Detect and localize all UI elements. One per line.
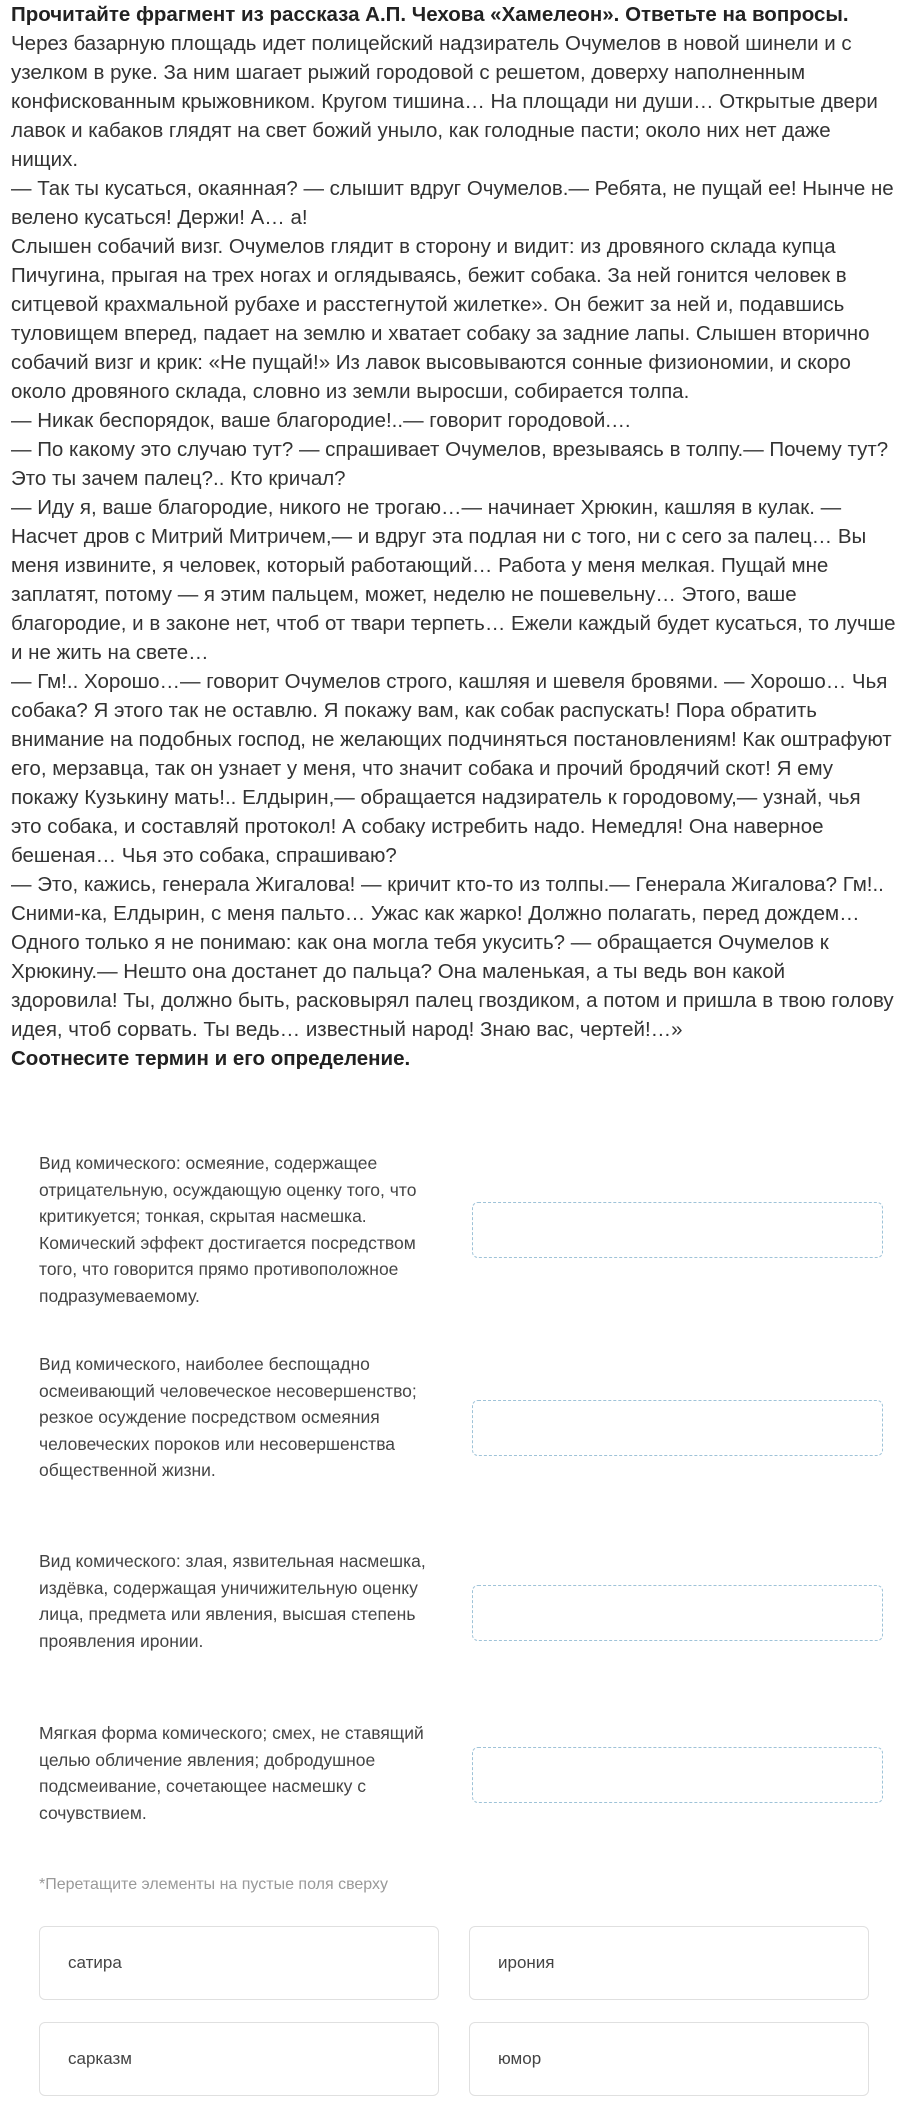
passage-paragraph: — Так ты кусаться, окаянная? — слышит вдруг Очумелов.— Ребята, не пущай ее! Нынче не велено кусаться! Держи! А… а! <box>11 177 894 229</box>
passage-paragraph: Через базарную площадь идет полицейский надзиратель Очумелов в новой шинели и с узелком в руке. За ним шагает рыжий городовой с решетом, доверху наполненным конфискованным крыжовником. Кругом тишина… На площади ни души… Открытые двери лавок и кабаков глядят на свет божий уныло, как голодные пасти; около них нет даже нищих. <box>11 32 878 171</box>
definition-text: Вид комического: злая, язвительная насмешка, издёвка, содержащая уничижительную оценку лица, предмета или явления, высшая степень проявления иронии. <box>39 1551 426 1651</box>
definition-text: Мягкая форма комического; смех, не ставящий целью обличение явления; добродушное подсмеивание, сочетающее насмешку с сочувствием. <box>39 1723 424 1823</box>
drag-hint: *Перетащите элементы на пустые поля сверху <box>39 1876 389 1893</box>
passage-paragraph: — По какому это случаю тут? — спрашивает Очумелов, врезываясь в толпу.— Почему тут? Это ты зачем палец?.. Кто кричал? <box>11 438 889 490</box>
passage-paragraph: — Гм!.. Хорошо…— говорит Очумелов строго, кашляя и шевеля бровями. — Хорошо… Чья собака? Я этого так не оставлю. Я покажу вам, как собак распускать! Пора обратить внимание на подобных господ, не желающих подчиняться постановлениям! Как оштрафуют его, мерзавца, так он узнает у меня, что значит собака и прочий бродячий скот! Я ему покажу Кузькину мать!.. Елдырин,— обращается надзиратель к городовому,— узнай, чья это собака, и составляй протокол! А собаку истребить надо. Немедля! Она наверное бешеная… Чья это собака, спрашиваю? <box>11 670 892 867</box>
option-humor[interactable]: юмор <box>469 2022 869 2096</box>
drop-zone[interactable] <box>472 1400 883 1456</box>
drop-zone[interactable] <box>472 1747 883 1803</box>
passage-paragraph: Слышен собачий визг. Очумелов глядит в сторону и видит: из дровяного склада купца Пичугина, прыгая на трех ногах и оглядываясь, бежит собака. За ней гонится человек в ситцевой крахмальной рубахе и расстегнутой жилетке». Он бежит за ней и, подавшись туловищем вперед, падает на землю и хватает собаку за задние лапы. Слышен вторично собачий визг и крик: «Не пущай!» Из лавок высовываются сонные физиономии, и скоро около дровяного склада, словно из земли выросши, собирается толпа. <box>11 235 870 403</box>
drop-zone[interactable] <box>472 1202 883 1258</box>
passage-paragraph: — Это, кажись, генерала Жигалова! — кричит кто-то из толпы.— Генерала Жигалова? Гм!.. Сними-ка, Елдырин, с меня пальто… Ужас как жарко! Должно полагать, перед дождем… Одного только я не понимаю: как она могла тебя укусить? — обращается Очумелов к Хрюкину.— Нешто она достанет до пальца? Она маленькая, а ты ведь вон какой здоровила! Ты, должно быть, расковырял палец гвоздиком, а потом и пришла в твою голову идея, чтоб сорвать. Ты ведь… известный народ! Знаю вас, чертей!…» <box>11 873 894 1041</box>
task-question: Соотнесите термин и его определение. <box>11 1047 411 1070</box>
option-satire[interactable]: сатира <box>39 1926 439 2000</box>
passage-paragraph: — Никак беспорядок, ваше благородие!..— говорит городовой.… <box>11 409 632 432</box>
task-intro: Прочитайте фрагмент из рассказа А.П. Чехова «Хамелеон». Ответьте на вопросы. <box>11 3 849 26</box>
drop-zone[interactable] <box>472 1585 883 1641</box>
option-sarcasm[interactable]: сарказм <box>39 2022 439 2096</box>
reading-passage <box>11 0 896 1073</box>
definition-text: Вид комического, наиболее беспощадно осмеивающий человеческое несовершенство; резкое осуждение посредством осмеяния человеческих пороков или несовершенства общественной жизни. <box>39 1354 417 1480</box>
option-irony[interactable]: ирония <box>469 1926 869 2000</box>
definition-text: Вид комического: осмеяние, содержащее отрицательную, осуждающую оценку того, что критикуется; тонкая, скрытая насмешка. Комический эффект достигается посредством того, что говорится прямо противоположное подразумеваемому. <box>39 1153 417 1306</box>
passage-paragraph: — Иду я, ваше благородие, никого не трогаю…— начинает Хрюкин, кашляя в кулак. — Насчет дров с Митрий Митричем,— и вдруг эта подлая ни с того, ни с сего за палец… Вы меня извините, я человек, который работающий… Работа у меня мелкая. Пущай мне заплатят, потому — я этим пальцем, может, неделю не пошевельну… Этого, ваше благородие, и в законе нет, чтоб от твари терпеть… Ежели каждый будет кусаться, то лучше и не жить на свете… <box>11 496 896 664</box>
